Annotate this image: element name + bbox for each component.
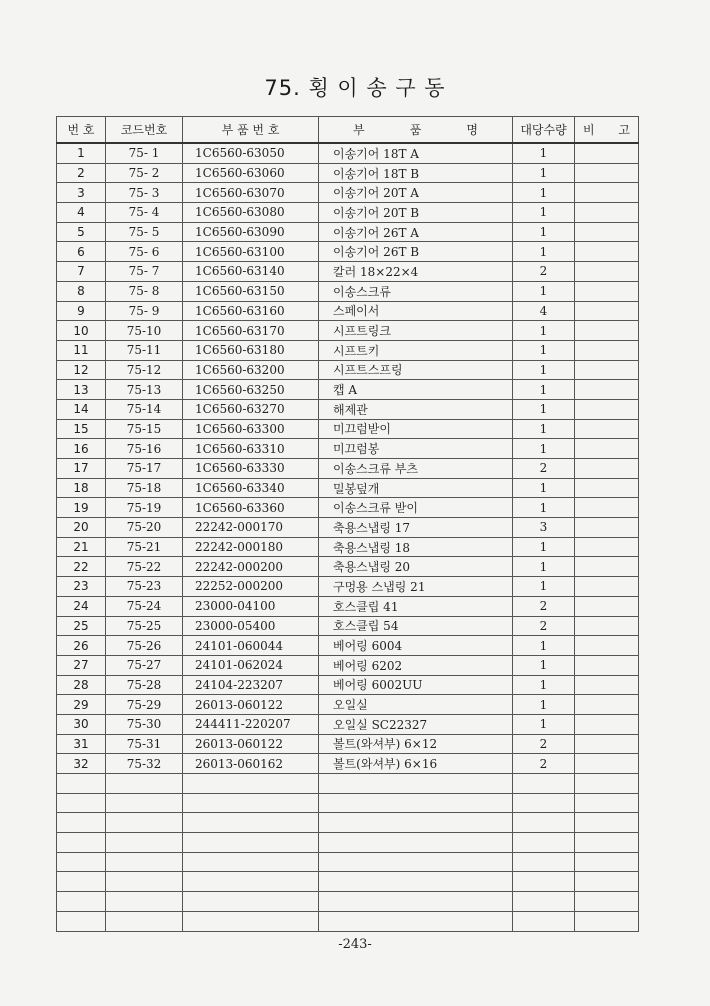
code-number-cell: 75-18: [106, 478, 183, 498]
part-name-cell: 구멍용 스냅링 21: [319, 577, 513, 597]
part-number-cell: 1C6560-63360: [183, 498, 319, 518]
empty-cell: [575, 813, 639, 833]
remarks-cell: [575, 734, 639, 754]
row-number-cell: 4: [57, 203, 106, 223]
row-number-cell: 23: [57, 577, 106, 597]
part-number-cell: 22242-000200: [183, 557, 319, 577]
empty-cell: [513, 774, 575, 794]
row-number-cell: 29: [57, 695, 106, 715]
remarks-cell: [575, 557, 639, 577]
code-number-cell: 75-16: [106, 439, 183, 459]
part-number-cell: 1C6560-63170: [183, 321, 319, 341]
row-number-cell: 12: [57, 360, 106, 380]
remarks-cell: [575, 143, 639, 163]
part-number-cell: 1C6560-63060: [183, 163, 319, 183]
table-row: [57, 498, 639, 518]
empty-table-row: [57, 793, 639, 813]
code-number-cell: 75-13: [106, 380, 183, 400]
table-header-row: [57, 117, 639, 144]
code-number-cell: 75-12: [106, 360, 183, 380]
empty-cell: [106, 852, 183, 872]
row-number-cell: 11: [57, 340, 106, 360]
part-name-cell: 축용스냅링 17: [319, 518, 513, 538]
quantity-cell: 1: [513, 498, 575, 518]
empty-cell: [106, 774, 183, 794]
table-row: [57, 301, 639, 321]
table-row: [57, 459, 639, 479]
header-no: 번 호: [57, 117, 106, 144]
empty-cell: [183, 774, 319, 794]
table-row: [57, 695, 639, 715]
row-number-cell: 15: [57, 419, 106, 439]
table-row: [57, 596, 639, 616]
table-row: [57, 636, 639, 656]
row-number-cell: 10: [57, 321, 106, 341]
row-number-cell: 22: [57, 557, 106, 577]
table-row: [57, 675, 639, 695]
empty-table-row: [57, 872, 639, 892]
row-number-cell: 19: [57, 498, 106, 518]
part-name-cell: 베어링 6004: [319, 636, 513, 656]
remarks-cell: [575, 655, 639, 675]
header-remarks: [575, 117, 639, 144]
row-number-cell: 31: [57, 734, 106, 754]
part-name-cell: 미끄럼봉: [319, 439, 513, 459]
code-number-cell: 75-22: [106, 557, 183, 577]
part-name-cell: 이송기어 18T B: [319, 163, 513, 183]
part-number-cell: 22242-000180: [183, 537, 319, 557]
code-number-cell: 75-27: [106, 655, 183, 675]
part-number-cell: 23000-04100: [183, 596, 319, 616]
part-name-cell: 이송기어 20T A: [319, 183, 513, 203]
remarks-cell: [575, 222, 639, 242]
part-name-cell: 미끄럼받이: [319, 419, 513, 439]
empty-cell: [513, 872, 575, 892]
code-number-cell: 75-31: [106, 734, 183, 754]
row-number-cell: 7: [57, 262, 106, 282]
row-number-cell: 1: [57, 143, 106, 163]
header-name-char-1: 부: [353, 123, 365, 137]
table-row: [57, 478, 639, 498]
quantity-cell: 2: [513, 754, 575, 774]
empty-cell: [183, 813, 319, 833]
parts-table-body: [57, 143, 639, 931]
code-number-cell: 75-30: [106, 714, 183, 734]
empty-table-row: [57, 911, 639, 931]
code-number-cell: 75- 5: [106, 222, 183, 242]
empty-table-row: [57, 892, 639, 912]
quantity-cell: 1: [513, 360, 575, 380]
part-number-cell: 24101-062024: [183, 655, 319, 675]
part-number-cell: 244411-220207: [183, 714, 319, 734]
code-number-cell: 75-29: [106, 695, 183, 715]
code-number-cell: 75- 9: [106, 301, 183, 321]
quantity-cell: 1: [513, 675, 575, 695]
table-row: [57, 419, 639, 439]
row-number-cell: 25: [57, 616, 106, 636]
empty-cell: [57, 892, 106, 912]
quantity-cell: 1: [513, 577, 575, 597]
remarks-cell: [575, 380, 639, 400]
code-number-cell: 75-24: [106, 596, 183, 616]
part-name-cell: 호스클립 41: [319, 596, 513, 616]
row-number-cell: 8: [57, 281, 106, 301]
code-number-cell: 75- 7: [106, 262, 183, 282]
remarks-cell: [575, 163, 639, 183]
header-remarks-char-1: 비: [583, 123, 595, 137]
remarks-cell: [575, 262, 639, 282]
table-row: [57, 518, 639, 538]
part-name-cell: 오일실: [319, 695, 513, 715]
quantity-cell: 1: [513, 143, 575, 163]
remarks-cell: [575, 321, 639, 341]
part-number-cell: 26013-060122: [183, 695, 319, 715]
part-number-cell: 1C6560-63150: [183, 281, 319, 301]
empty-cell: [183, 892, 319, 912]
table-row: [57, 754, 639, 774]
table-row: [57, 262, 639, 282]
table-row: [57, 183, 639, 203]
empty-table-row: [57, 813, 639, 833]
part-number-cell: 26013-060122: [183, 734, 319, 754]
empty-table-row: [57, 833, 639, 853]
empty-cell: [106, 793, 183, 813]
part-name-cell: 이송스크류: [319, 281, 513, 301]
code-number-cell: 75-15: [106, 419, 183, 439]
header-remarks-char-2: 고: [618, 123, 630, 137]
table-row: [57, 734, 639, 754]
quantity-cell: 1: [513, 163, 575, 183]
remarks-cell: [575, 616, 639, 636]
quantity-cell: 2: [513, 459, 575, 479]
empty-cell: [183, 852, 319, 872]
code-number-cell: 75- 6: [106, 242, 183, 262]
part-number-cell: 1C6560-63140: [183, 262, 319, 282]
part-number-cell: 1C6560-63100: [183, 242, 319, 262]
code-number-cell: 75-25: [106, 616, 183, 636]
row-number-cell: 28: [57, 675, 106, 695]
empty-cell: [575, 774, 639, 794]
empty-cell: [319, 892, 513, 912]
empty-cell: [106, 813, 183, 833]
remarks-cell: [575, 242, 639, 262]
part-name-cell: 이송스크류 부츠: [319, 459, 513, 479]
part-number-cell: 1C6560-63330: [183, 459, 319, 479]
quantity-cell: 1: [513, 281, 575, 301]
part-number-cell: 1C6560-63340: [183, 478, 319, 498]
part-name-cell: 볼트(와셔부) 6×12: [319, 734, 513, 754]
empty-cell: [183, 872, 319, 892]
empty-cell: [575, 892, 639, 912]
part-number-cell: 1C6560-63090: [183, 222, 319, 242]
table-row: [57, 203, 639, 223]
part-number-cell: 23000-05400: [183, 616, 319, 636]
part-name-cell: 밀봉덮개: [319, 478, 513, 498]
part-number-cell: 22242-000170: [183, 518, 319, 538]
empty-table-row: [57, 774, 639, 794]
empty-cell: [319, 774, 513, 794]
remarks-cell: [575, 340, 639, 360]
part-number-cell: 1C6560-63050: [183, 143, 319, 163]
quantity-cell: 3: [513, 518, 575, 538]
empty-cell: [513, 833, 575, 853]
empty-table-row: [57, 852, 639, 872]
code-number-cell: 75- 4: [106, 203, 183, 223]
empty-cell: [319, 911, 513, 931]
row-number-cell: 3: [57, 183, 106, 203]
quantity-cell: 1: [513, 399, 575, 419]
header-qty: 대당수량: [513, 117, 575, 144]
part-number-cell: 1C6560-63080: [183, 203, 319, 223]
part-name-cell: 오일실 SC22327: [319, 714, 513, 734]
table-row: [57, 321, 639, 341]
row-number-cell: 9: [57, 301, 106, 321]
row-number-cell: 27: [57, 655, 106, 675]
parts-table: [56, 116, 639, 932]
empty-cell: [183, 911, 319, 931]
remarks-cell: [575, 714, 639, 734]
quantity-cell: 1: [513, 380, 575, 400]
header-name-char-2: 품: [409, 123, 422, 137]
part-name-cell: 시프트스프링: [319, 360, 513, 380]
part-number-cell: 26013-060162: [183, 754, 319, 774]
row-number-cell: 6: [57, 242, 106, 262]
row-number-cell: 14: [57, 399, 106, 419]
empty-cell: [319, 852, 513, 872]
table-row: [57, 616, 639, 636]
empty-cell: [106, 892, 183, 912]
row-number-cell: 17: [57, 459, 106, 479]
remarks-cell: [575, 439, 639, 459]
page-title: 75. 횡 이 송 구 동: [264, 76, 446, 100]
table-row: [57, 537, 639, 557]
empty-cell: [183, 833, 319, 853]
table-row: [57, 557, 639, 577]
empty-cell: [575, 833, 639, 853]
quantity-cell: 1: [513, 695, 575, 715]
part-number-cell: 1C6560-63250: [183, 380, 319, 400]
quantity-cell: 1: [513, 419, 575, 439]
part-number-cell: 1C6560-63160: [183, 301, 319, 321]
empty-cell: [513, 892, 575, 912]
empty-cell: [57, 813, 106, 833]
empty-cell: [575, 911, 639, 931]
empty-cell: [575, 793, 639, 813]
empty-cell: [513, 852, 575, 872]
table-row: [57, 439, 639, 459]
part-name-cell: 베어링 6002UU: [319, 675, 513, 695]
code-number-cell: 75- 3: [106, 183, 183, 203]
code-number-cell: 75-21: [106, 537, 183, 557]
code-number-cell: 75-20: [106, 518, 183, 538]
empty-cell: [319, 872, 513, 892]
part-name-cell: 축용스냅링 18: [319, 537, 513, 557]
table-row: [57, 163, 639, 183]
empty-cell: [57, 774, 106, 794]
row-number-cell: 16: [57, 439, 106, 459]
code-number-cell: 75-28: [106, 675, 183, 695]
part-name-cell: 해제관: [319, 399, 513, 419]
remarks-cell: [575, 478, 639, 498]
remarks-cell: [575, 459, 639, 479]
empty-cell: [513, 793, 575, 813]
row-number-cell: 21: [57, 537, 106, 557]
part-number-cell: 1C6560-63310: [183, 439, 319, 459]
part-number-cell: 24101-060044: [183, 636, 319, 656]
part-name-cell: 베어링 6202: [319, 655, 513, 675]
part-name-cell: 이송기어 26T A: [319, 222, 513, 242]
table-row: [57, 222, 639, 242]
empty-cell: [575, 852, 639, 872]
part-name-cell: 캡 A: [319, 380, 513, 400]
code-number-cell: 75-19: [106, 498, 183, 518]
quantity-cell: 2: [513, 616, 575, 636]
part-number-cell: 22252-000200: [183, 577, 319, 597]
code-number-cell: 75- 2: [106, 163, 183, 183]
quantity-cell: 1: [513, 655, 575, 675]
table-row: [57, 242, 639, 262]
remarks-cell: [575, 675, 639, 695]
header-name: [319, 117, 513, 144]
code-number-cell: 75-23: [106, 577, 183, 597]
quantity-cell: 1: [513, 222, 575, 242]
part-name-cell: 이송기어 18T A: [319, 143, 513, 163]
quantity-cell: 1: [513, 340, 575, 360]
remarks-cell: [575, 281, 639, 301]
quantity-cell: 2: [513, 262, 575, 282]
code-number-cell: 75- 1: [106, 143, 183, 163]
empty-cell: [106, 872, 183, 892]
quantity-cell: 1: [513, 478, 575, 498]
row-number-cell: 20: [57, 518, 106, 538]
empty-cell: [513, 813, 575, 833]
table-row: [57, 281, 639, 301]
quantity-cell: 1: [513, 203, 575, 223]
remarks-cell: [575, 399, 639, 419]
remarks-cell: [575, 301, 639, 321]
empty-cell: [319, 793, 513, 813]
code-number-cell: 75- 8: [106, 281, 183, 301]
remarks-cell: [575, 577, 639, 597]
part-name-cell: 호스클립 54: [319, 616, 513, 636]
part-name-cell: 시프트링크: [319, 321, 513, 341]
table-row: [57, 399, 639, 419]
quantity-cell: 1: [513, 714, 575, 734]
part-name-cell: 볼트(와셔부) 6×16: [319, 754, 513, 774]
empty-cell: [319, 813, 513, 833]
table-row: [57, 360, 639, 380]
empty-cell: [575, 872, 639, 892]
code-number-cell: 75-17: [106, 459, 183, 479]
part-number-cell: 1C6560-63200: [183, 360, 319, 380]
part-name-cell: 이송기어 20T B: [319, 203, 513, 223]
remarks-cell: [575, 360, 639, 380]
table-row: [57, 380, 639, 400]
header-code: 코드번호: [106, 117, 183, 144]
part-name-cell: 이송스크류 받이: [319, 498, 513, 518]
empty-cell: [106, 911, 183, 931]
empty-cell: [57, 852, 106, 872]
code-number-cell: 75-10: [106, 321, 183, 341]
empty-cell: [319, 833, 513, 853]
remarks-cell: [575, 636, 639, 656]
part-name-cell: 시프트키: [319, 340, 513, 360]
remarks-cell: [575, 419, 639, 439]
remarks-cell: [575, 695, 639, 715]
empty-cell: [183, 793, 319, 813]
row-number-cell: 18: [57, 478, 106, 498]
part-number-cell: 1C6560-63270: [183, 399, 319, 419]
header-part-no: 부 품 번 호: [183, 117, 319, 144]
remarks-cell: [575, 183, 639, 203]
quantity-cell: 4: [513, 301, 575, 321]
table-row: [57, 577, 639, 597]
quantity-cell: 1: [513, 439, 575, 459]
empty-cell: [57, 793, 106, 813]
table-row: [57, 714, 639, 734]
quantity-cell: 1: [513, 321, 575, 341]
part-number-cell: 1C6560-63300: [183, 419, 319, 439]
table-row: [57, 340, 639, 360]
quantity-cell: 1: [513, 557, 575, 577]
remarks-cell: [575, 518, 639, 538]
quantity-cell: 1: [513, 537, 575, 557]
part-number-cell: 1C6560-63180: [183, 340, 319, 360]
row-number-cell: 13: [57, 380, 106, 400]
empty-cell: [106, 833, 183, 853]
row-number-cell: 30: [57, 714, 106, 734]
empty-cell: [57, 872, 106, 892]
table-row: [57, 143, 639, 163]
quantity-cell: 2: [513, 734, 575, 754]
table-row: [57, 655, 639, 675]
quantity-cell: 1: [513, 242, 575, 262]
row-number-cell: 5: [57, 222, 106, 242]
remarks-cell: [575, 203, 639, 223]
part-number-cell: 1C6560-63070: [183, 183, 319, 203]
row-number-cell: 26: [57, 636, 106, 656]
code-number-cell: 75-26: [106, 636, 183, 656]
remarks-cell: [575, 596, 639, 616]
part-number-cell: 24104-223207: [183, 675, 319, 695]
row-number-cell: 24: [57, 596, 106, 616]
header-name-char-3: 명: [466, 123, 478, 137]
empty-cell: [513, 911, 575, 931]
page-number: -243-: [338, 937, 372, 952]
part-name-cell: 스페이서: [319, 301, 513, 321]
quantity-cell: 1: [513, 183, 575, 203]
quantity-cell: 2: [513, 596, 575, 616]
code-number-cell: 75-32: [106, 754, 183, 774]
empty-cell: [57, 911, 106, 931]
part-name-cell: 칼러 18×22×4: [319, 262, 513, 282]
code-number-cell: 75-14: [106, 399, 183, 419]
part-name-cell: 축용스냅링 20: [319, 557, 513, 577]
code-number-cell: 75-11: [106, 340, 183, 360]
part-name-cell: 이송기어 26T B: [319, 242, 513, 262]
remarks-cell: [575, 498, 639, 518]
quantity-cell: 1: [513, 636, 575, 656]
row-number-cell: 2: [57, 163, 106, 183]
remarks-cell: [575, 537, 639, 557]
remarks-cell: [575, 754, 639, 774]
empty-cell: [57, 833, 106, 853]
row-number-cell: 32: [57, 754, 106, 774]
